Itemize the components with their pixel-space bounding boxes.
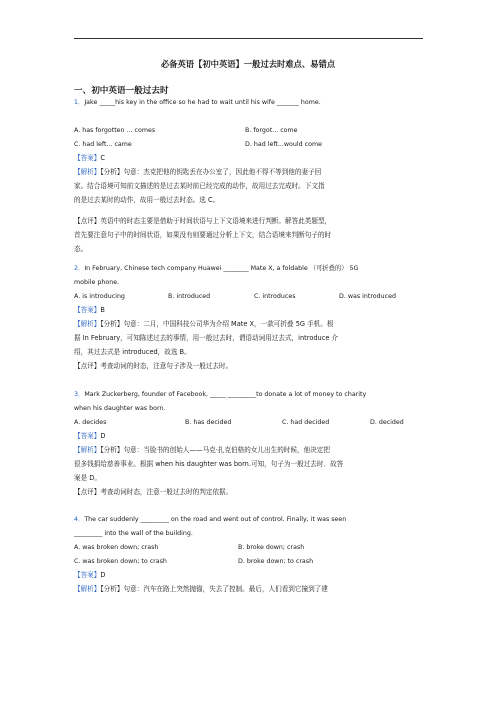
q4-option-d: D. broke down; to crash — [238, 558, 314, 565]
q1-number: 1． — [74, 99, 85, 106]
q2-stem-line-2: mobile phone. — [74, 279, 120, 286]
q1-option-b: B. forgot... come — [245, 127, 298, 134]
q1-option-a: A. has forgotten ... comes — [74, 127, 156, 134]
q4-answer-value: D — [100, 571, 106, 579]
q3-options — [74, 418, 424, 427]
q3-stem-line-1 — [74, 390, 424, 399]
q1-answer-value: C — [100, 154, 105, 162]
q3-number: 3． — [74, 391, 85, 398]
q2-stem-line-1 — [74, 264, 424, 273]
document-title: 必备英语【初中英语】一般过去时难点、易错点 — [160, 59, 336, 69]
q1-comment-line-2: 首先要注意句子中的时间状语，如果没有则要通过分析上下文，结合语境来判断句子的时 — [74, 231, 332, 239]
q4-answer-tag: 【答案】 — [74, 571, 101, 579]
q2-answer-tag: 【答案】 — [74, 306, 101, 314]
q2-option-d: D. was introduced — [339, 293, 396, 300]
q1-analysis-tag: 【解析】 — [74, 168, 101, 176]
q4-answer — [74, 571, 424, 580]
q1-analysis-line-2: 家。结合语境可知前文描述的是过去某时前已经完成的动作，故用过去完成时。下文指 — [74, 182, 325, 190]
q3-comment-line-1: 【点评】考查动词时态，注意一般过去时的判定依据。 — [74, 488, 233, 496]
q3-analysis-text-1: 【分析】句意：当脸书的创始人——马克·扎克伯格的女儿出生的时候，他决定把 — [100, 446, 330, 454]
q1-option-d: D. had left...would come — [245, 141, 322, 148]
q4-options-row1 — [74, 543, 424, 552]
q4-number: 4． — [74, 516, 85, 523]
q1-option-c: C. had left... came — [74, 141, 132, 148]
q1-options-row1 — [74, 126, 424, 135]
q1-analysis-text-1: 【分析】句意：杰克把他的钥匙丢在办公室了，因此他不得不等到他的妻子回 — [100, 168, 322, 176]
q2-comment-line-1: 【点评】考查动词的时态，注意句子涉及一般过去时。 — [74, 362, 233, 370]
q4-stem-text-1: The car suddenly _________ on the road and went out of control. Finally, it was seen — [84, 516, 347, 523]
q4-analysis-tag: 【解析】 — [74, 585, 101, 593]
q3-option-b: B. has decided — [185, 419, 232, 426]
q1-options-row2 — [74, 140, 424, 149]
q1-analysis-line-1 — [74, 168, 424, 177]
q2-stem-text-1: In February, Chinese tech company Huawei ________ Mate X, a foldable （可折叠的） 5G — [84, 265, 359, 272]
q4-stem-line-1 — [74, 515, 424, 524]
q2-option-c: C. introduces — [254, 293, 296, 300]
q2-option-a: A. is introducing — [74, 293, 125, 300]
q4-analysis-line-1 — [74, 585, 424, 594]
header-rule — [74, 38, 423, 39]
q2-options — [74, 292, 424, 301]
q3-analysis-tag: 【解析】 — [74, 446, 101, 454]
q4-options-row2 — [74, 557, 424, 566]
q1-answer — [74, 154, 424, 163]
q1-answer-tag: 【答案】 — [74, 154, 101, 162]
q2-analysis-tag: 【解析】 — [74, 320, 101, 328]
q1-comment-line-3: 态。 — [74, 245, 88, 253]
q2-answer — [74, 306, 424, 315]
q3-answer — [74, 432, 424, 441]
q3-stem-line-2: when his daughter was born. — [74, 405, 166, 412]
q4-option-c: C. was broken down; to crash — [74, 558, 167, 565]
q3-answer-value: D — [100, 432, 106, 440]
q3-analysis-line-3: 案是 D。 — [74, 474, 101, 482]
q2-analysis-line-2: 据 In February，可知陈述过去的事情，用一般过去时，谓语动词用过去式，introduce 介 — [74, 334, 339, 342]
q2-number: 2． — [74, 265, 85, 272]
q1-comment-line-1: 【点评】英语中的时态主要是借助于时间状语与上下文语境来进行判断。解答此类题型， — [74, 217, 332, 225]
q3-option-c: C. had decided — [282, 419, 330, 426]
q4-analysis-text-1: 【分析】句意：汽车在路上突然抛锚，失去了控制。最后，人们看到它撞到了建 — [100, 585, 328, 593]
q4-option-a: A. was broken down; crash — [74, 544, 159, 551]
q2-answer-value: B — [100, 306, 105, 314]
q3-answer-tag: 【答案】 — [74, 432, 101, 440]
q2-analysis-line-3: 绍，其过去式是 introduced，故选 B。 — [74, 348, 191, 356]
q3-analysis-line-2: 很多钱捐给慈善事业。根据 when his daughter was born.可知，句子为一般过去时．故答 — [74, 460, 344, 468]
q1-stem-text: Jake _____his key in the office so he had to wait until his wife _______ home. — [84, 99, 321, 106]
q1-stem — [74, 98, 424, 107]
q3-stem-text-1: Mark Zuckerberg, founder of Facebook, _____ _________to donate a lot of money to charity — [84, 391, 367, 398]
q4-stem-line-2: _________ into the wall of the building. — [74, 530, 193, 537]
q2-analysis-line-1 — [74, 320, 424, 329]
q2-option-b: B. introduced — [168, 293, 211, 300]
q3-option-d: D. decided — [370, 419, 404, 426]
q2-analysis-text-1: 【分析】句意：二月，中国科技公司华为介绍 Mate X，一款可折叠 5G 手机。根 — [100, 320, 334, 328]
q4-option-b: B. broke down; crash — [238, 544, 305, 551]
q1-analysis-line-3: 的是过去某时的动作，故用一般过去时态。选 C。 — [74, 196, 220, 204]
section-heading: 一、初中英语一般过去时 — [74, 86, 169, 96]
q3-analysis-line-1 — [74, 446, 424, 455]
q3-option-a: A. decides — [74, 419, 107, 426]
